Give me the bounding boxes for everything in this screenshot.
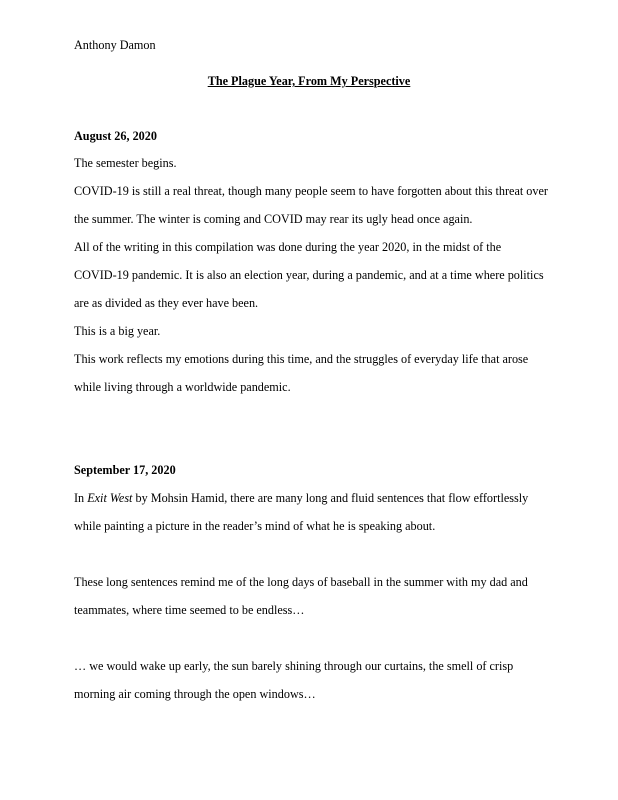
paragraph-line: The semester begins. (74, 156, 177, 170)
text-segment: by Mohsin Hamid, there are many long and fluid sentences that flow effortlessly (132, 491, 529, 505)
paragraph-line: … we would wake up early, the sun barely shining through our curtains, the smell of crisp (74, 659, 514, 673)
paragraph-line (74, 490, 528, 506)
entry-date: September 17, 2020 (74, 463, 176, 477)
paragraph-line: teammates, where time seemed to be endless… (74, 603, 305, 617)
paragraph-line: while living through a worldwide pandemic. (74, 380, 291, 394)
paragraph-line: COVID-19 is still a real threat, though many people seem to have forgotten about this threat over (74, 184, 548, 198)
paragraph-line: This is a big year. (74, 324, 161, 338)
paragraph-line: COVID-19 pandemic. It is also an election year, during a pandemic, and at a time where politics (74, 268, 544, 282)
paragraph-line: are as divided as they ever have been. (74, 296, 259, 310)
paragraph-line: while painting a picture in the reader’s mind of what he is speaking about. (74, 519, 436, 533)
author-name: Anthony Damon (74, 38, 156, 52)
paragraph-line: the summer. The winter is coming and COVID may rear its ugly head once again. (74, 212, 473, 226)
paragraph-line: morning air coming through the open windows… (74, 687, 316, 701)
document-title: The Plague Year, From My Perspective (207, 74, 411, 88)
entry-date: August 26, 2020 (74, 129, 157, 143)
paragraph-line: All of the writing in this compilation was done during the year 2020, in the midst of the (74, 240, 502, 254)
book-title: Exit West (87, 491, 133, 505)
text-segment: In (74, 491, 88, 505)
paragraph-line: This work reflects my emotions during this time, and the struggles of everyday life that arose (74, 352, 529, 366)
paragraph-line: These long sentences remind me of the long days of baseball in the summer with my dad and (74, 575, 528, 589)
